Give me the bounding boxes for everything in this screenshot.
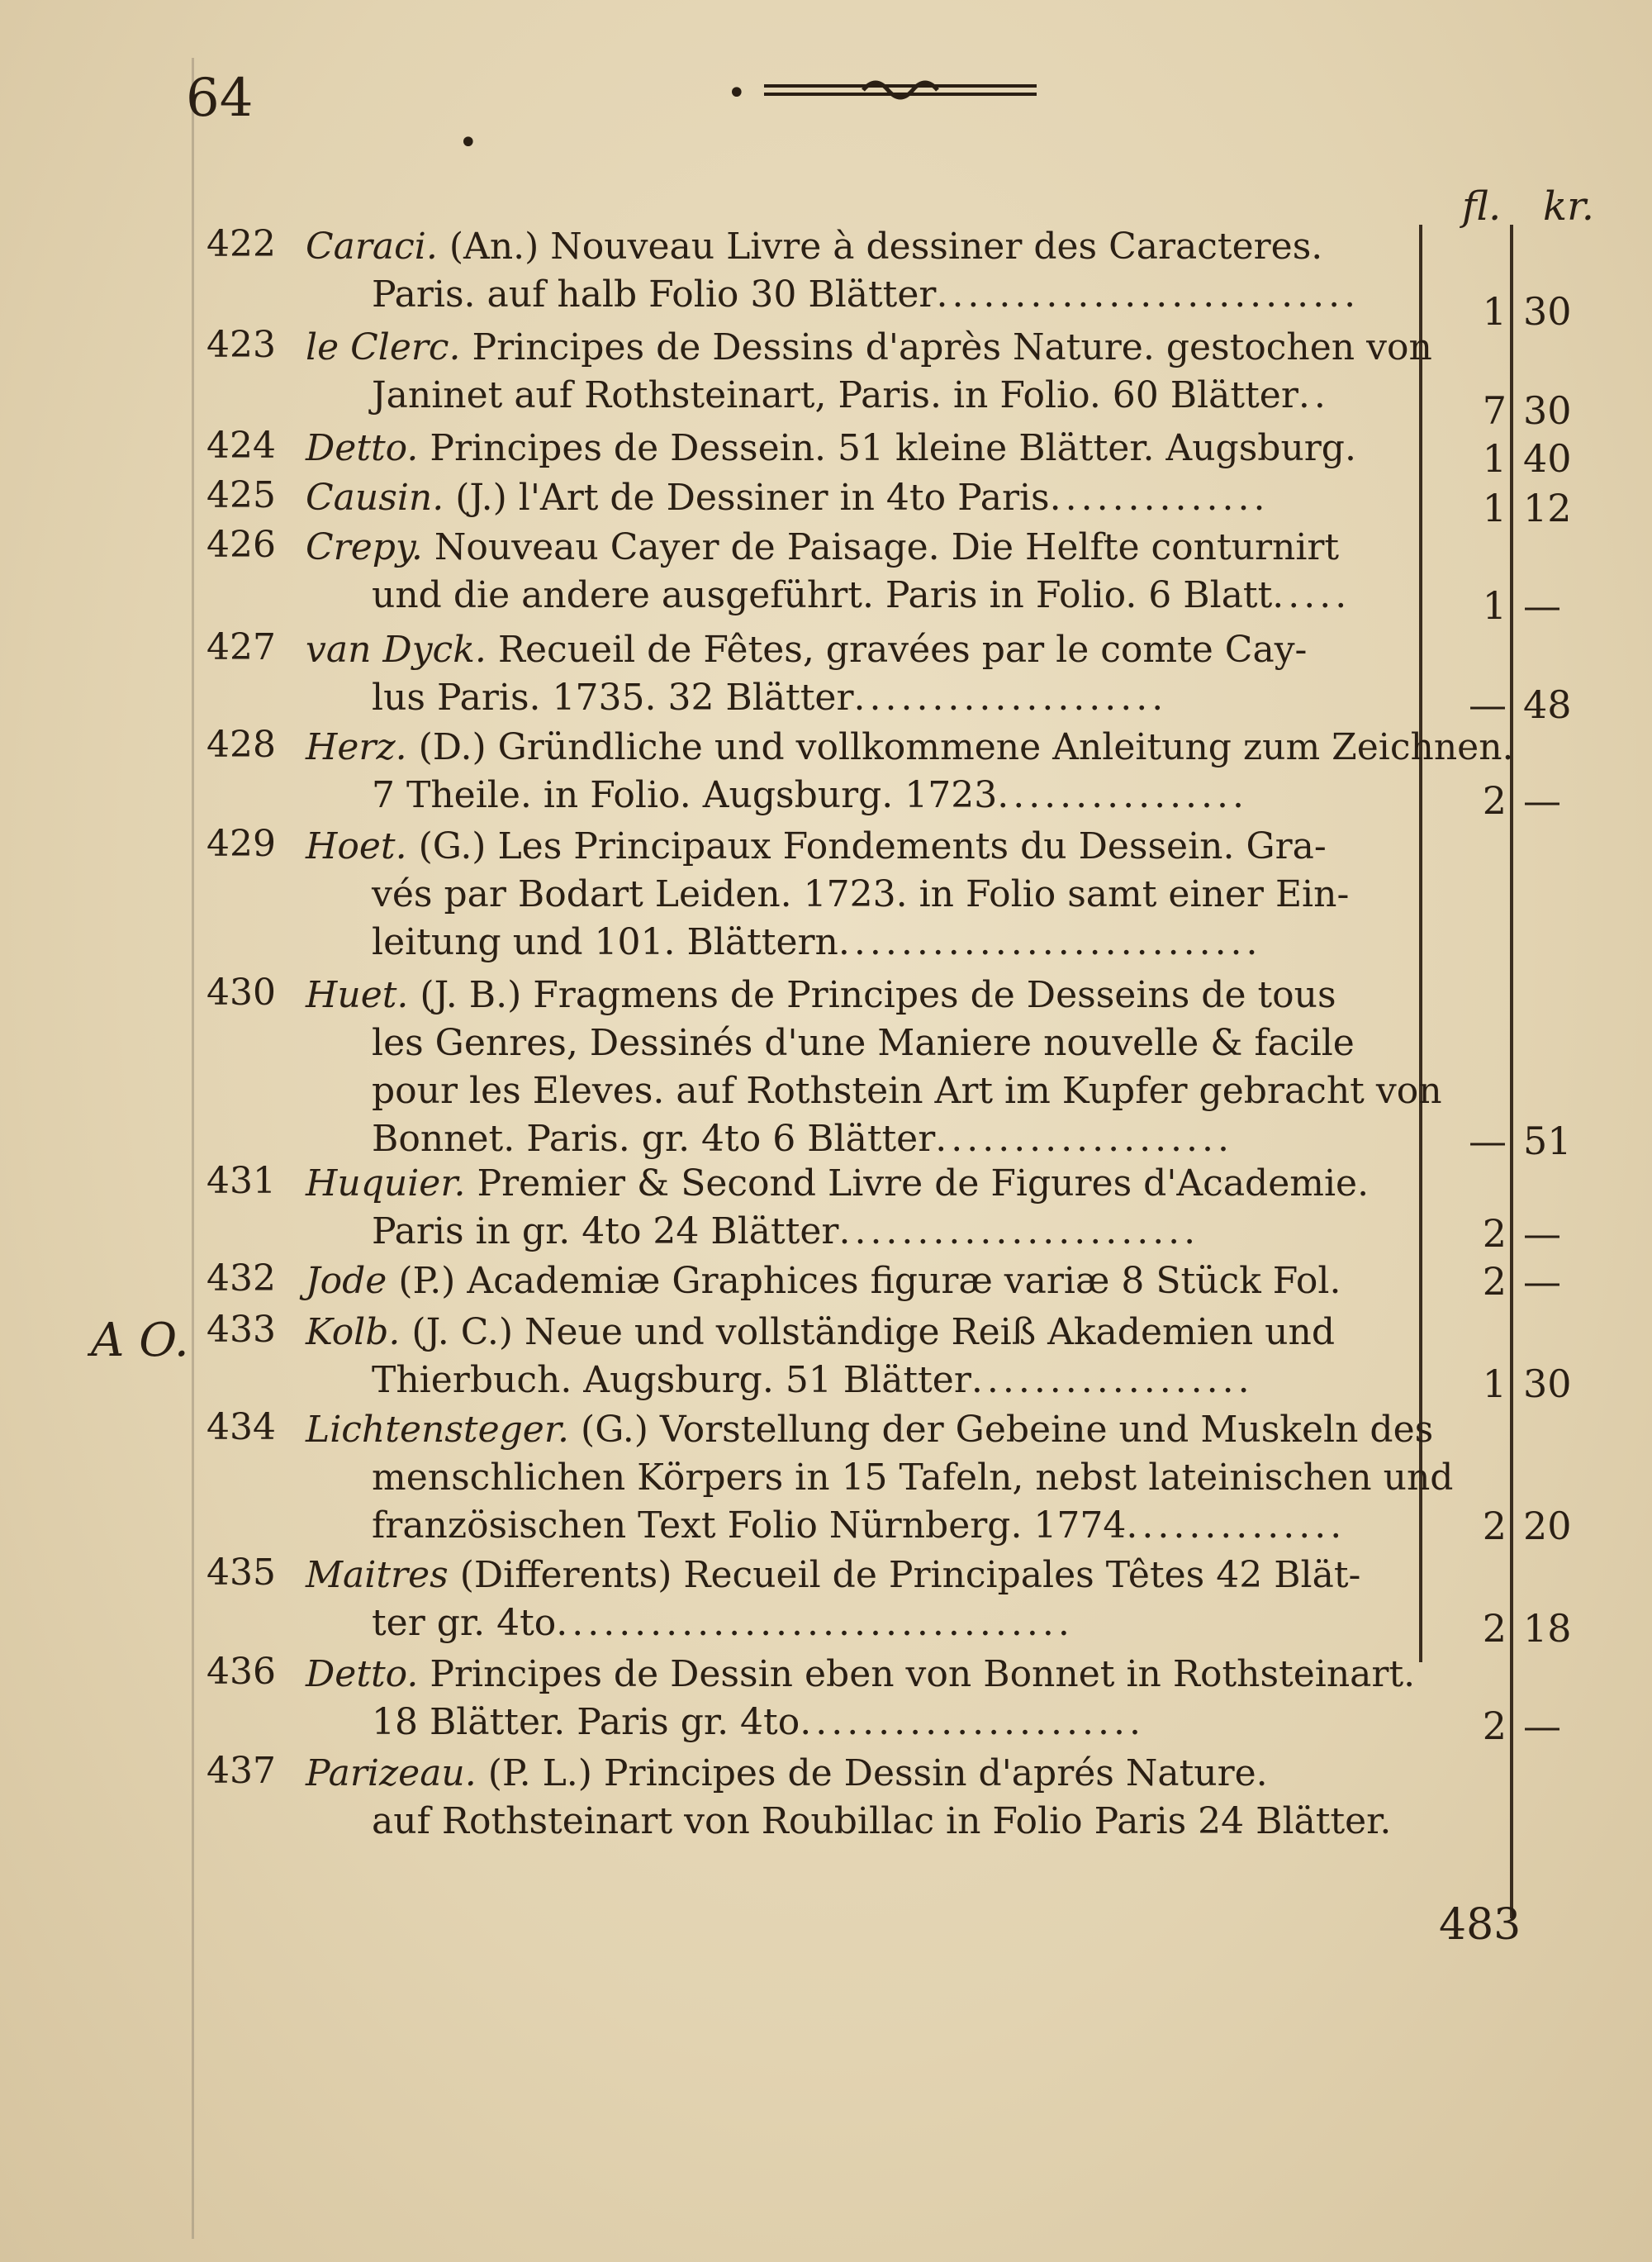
entry-text: Recueil de Fêtes, gravées par le comte Cay-: [497, 629, 1308, 671]
dot-leader: ..............: [1049, 477, 1270, 519]
entry-text: pour les Eleves. auf Rothstein Art im Kupfer gebracht von: [372, 1070, 1442, 1112]
entry-author: Kolb.: [306, 1311, 401, 1353]
dot-leader: ...........................: [838, 921, 1262, 963]
entry-number: 434: [206, 1406, 276, 1448]
catalog-entry: [206, 1160, 1412, 1256]
page-number: 64: [186, 68, 254, 129]
entry-number: 430: [206, 972, 276, 1014]
entry-author: Causin.: [306, 477, 444, 519]
catalog-entry: [206, 626, 1412, 722]
price-kr: 48: [1523, 682, 1572, 727]
entry-text: (G.) Vorstellung der Gebeine und Muskeln des: [581, 1409, 1434, 1451]
price-kr: 30: [1523, 388, 1572, 433]
price-fl: 2: [1482, 1606, 1507, 1651]
entry-text: und die andere ausgeführt. Paris in Folio. 6 Blatt: [372, 574, 1273, 616]
catalog-entry: [206, 474, 1412, 522]
ink-dot: •: [727, 74, 747, 112]
entry-number: 428: [206, 724, 276, 766]
column-header-kr: kr.: [1543, 183, 1595, 230]
entry-text: (G.) Les Principaux Fondements du Dessein. Gra-: [418, 825, 1327, 867]
price-kr: 30: [1523, 289, 1572, 334]
entry-text: (An.) Nouveau Livre à dessiner des Caracteres.: [449, 226, 1323, 268]
entry-text: (J.) l'Art de Dessiner in 4to Paris: [455, 477, 1050, 519]
entry-number: 431: [206, 1160, 276, 1202]
entry-text: Bonnet. Paris. gr. 4to 6 Blätter: [372, 1118, 936, 1160]
price-fl: 2: [1482, 1259, 1507, 1304]
price-kr: —: [1523, 778, 1561, 823]
entry-number: 423: [206, 324, 276, 366]
catalog-entry: [206, 324, 1432, 420]
price-fl: 2: [1482, 1504, 1507, 1548]
price-kr: 20: [1523, 1504, 1572, 1548]
entry-number: 429: [206, 823, 276, 865]
catalog-entry: [206, 972, 1442, 1163]
price-fl: 2: [1482, 1704, 1507, 1748]
dot-leader: .....: [1272, 574, 1351, 616]
entry-text: (P. L.) Principes de Dessin d'aprés Nature.: [487, 1752, 1268, 1794]
catalog-entry: [206, 425, 1412, 473]
entry-author: Detto.: [306, 427, 419, 469]
price-kr: 30: [1523, 1361, 1572, 1406]
entry-text: (P.) Academiæ Graphices figuræ variæ 8 Stück Fol.: [398, 1260, 1341, 1302]
dot-leader: ..............: [1126, 1504, 1346, 1547]
price-kr: 12: [1523, 486, 1572, 530]
header-ornament: [764, 73, 1037, 106]
price-kr: —: [1523, 1259, 1561, 1304]
margin-annotation: A O.: [91, 1314, 189, 1367]
dot-leader: .................................: [556, 1602, 1074, 1644]
entry-author: Crepy.: [306, 526, 423, 568]
entry-text: Premier & Second Livre de Figures d'Academie.: [477, 1162, 1370, 1205]
ink-dot: •: [458, 124, 478, 162]
entry-text: (J. C.) Neue und vollständige Reiß Akademien und: [411, 1311, 1335, 1353]
dot-leader: .......................: [838, 1210, 1200, 1252]
dot-leader: ...................: [935, 1118, 1234, 1160]
entry-number: 433: [206, 1309, 276, 1351]
price-kr: —: [1523, 583, 1561, 628]
price-fl: 1: [1482, 1361, 1507, 1406]
price-kr: —: [1523, 1704, 1561, 1748]
entry-author: Parizeau.: [306, 1752, 477, 1794]
margin-crease: [192, 58, 194, 2239]
catalog-entry: [206, 1750, 1412, 1846]
entry-author: Huquier.: [306, 1162, 466, 1205]
catalog-entry: [206, 524, 1412, 620]
catalog-entry: [206, 1651, 1416, 1746]
price-fl: 7: [1482, 388, 1507, 433]
price-fl: 1: [1482, 436, 1507, 481]
catalog-entry: [206, 1309, 1412, 1404]
entry-author: Herz.: [306, 726, 407, 768]
entry-author: Caraci.: [306, 226, 438, 268]
entry-author: Huet.: [306, 974, 409, 1016]
catalog-entry: [206, 223, 1412, 319]
entry-number: 425: [206, 474, 276, 516]
price-kr: 51: [1523, 1119, 1572, 1163]
entry-number: 432: [206, 1257, 276, 1300]
catch-word: 483: [1439, 1900, 1521, 1950]
price-fl: 2: [1482, 778, 1507, 823]
column-header-fl: fl.: [1462, 183, 1502, 230]
dot-leader: ......................: [800, 1701, 1145, 1743]
catalog-entry: [206, 1406, 1454, 1550]
entry-number: 437: [206, 1750, 276, 1792]
entry-text: leitung und 101. Blättern: [372, 921, 838, 963]
dot-leader: ..................: [971, 1359, 1254, 1401]
entry-number: 436: [206, 1651, 276, 1693]
price-fl: 1: [1482, 289, 1507, 334]
price-kr: 40: [1523, 436, 1572, 481]
catalog-entry: [206, 1257, 1412, 1305]
entry-text: Principes de Dessin eben von Bonnet in Rothsteinart.: [430, 1653, 1416, 1695]
catalog-entry: [206, 1552, 1412, 1647]
entry-number: 422: [206, 223, 276, 265]
entry-text: 18 Blätter. Paris gr. 4to: [372, 1701, 800, 1743]
entry-text: ter gr. 4to: [372, 1602, 557, 1644]
entry-author: van Dyck.: [306, 629, 487, 671]
entry-text: menschlichen Körpers in 15 Tafeln, nebst lateinischen und: [372, 1457, 1454, 1499]
entry-text: Principes de Dessein. 51 kleine Blätter. Augsburg.: [430, 427, 1356, 469]
entry-text: Principes de Dessins d'après Nature. gestochen von: [472, 326, 1432, 368]
dot-leader: ..: [1298, 374, 1330, 416]
entry-text: vés par Bodart Leiden. 1723. in Folio samt einer Ein-: [372, 873, 1350, 915]
entry-number: 426: [206, 524, 276, 566]
price-kr: 18: [1523, 1606, 1572, 1651]
entry-text: les Genres, Dessinés d'une Maniere nouvelle & facile: [372, 1022, 1355, 1064]
dot-leader: ................: [997, 774, 1248, 816]
catalog-entry: [206, 823, 1412, 967]
price-fl: —: [1469, 682, 1507, 727]
entry-text: Nouveau Cayer de Paisage. Die Helfte conturnirt: [434, 526, 1340, 568]
entry-author: Lichtensteger.: [306, 1409, 570, 1451]
entry-author: Detto.: [306, 1653, 419, 1695]
entry-text: 7 Theile. in Folio. Augsburg. 1723: [372, 774, 998, 816]
price-fl: —: [1469, 1119, 1507, 1163]
entry-text: Thierbuch. Augsburg. 51 Blätter: [372, 1359, 971, 1401]
entry-number: 435: [206, 1552, 276, 1594]
entry-text: lus Paris. 1735. 32 Blätter: [372, 677, 854, 719]
dot-leader: ...........................: [936, 273, 1360, 316]
entry-number: 424: [206, 425, 276, 467]
entry-text: Paris. auf halb Folio 30 Blätter: [372, 273, 937, 316]
entry-text: Paris in gr. 4to 24 Blätter: [372, 1210, 839, 1252]
entry-text: französischen Text Folio Nürnberg. 1774: [372, 1504, 1127, 1547]
entry-author: le Clerc.: [306, 326, 461, 368]
price-fl: 1: [1482, 583, 1507, 628]
price-fl: 1: [1482, 486, 1507, 530]
dot-leader: ....................: [853, 677, 1168, 719]
entry-text: Janinet auf Rothsteinart, Paris. in Folio. 60 Blätter: [372, 374, 1298, 416]
entry-text: (Differents) Recueil de Principales Têtes 42 Blät-: [459, 1554, 1361, 1596]
entry-number: 427: [206, 626, 276, 668]
catalog-entry: [206, 724, 1514, 820]
entry-author: Hoet.: [306, 825, 407, 867]
entry-text: (D.) Gründliche und vollkommene Anleitung zum Zeichnen.: [418, 726, 1514, 768]
price-fl: 2: [1482, 1211, 1507, 1256]
entry-text: (J. B.) Fragmens de Principes de Desseins de tous: [420, 974, 1336, 1016]
entry-text: auf Rothsteinart von Roubillac in Folio Paris 24 Blätter.: [372, 1800, 1392, 1842]
entry-author: Jode: [306, 1260, 387, 1302]
money-column-rule: [1510, 225, 1513, 1918]
entry-author: Maitres: [306, 1554, 449, 1596]
price-kr: —: [1523, 1211, 1561, 1256]
